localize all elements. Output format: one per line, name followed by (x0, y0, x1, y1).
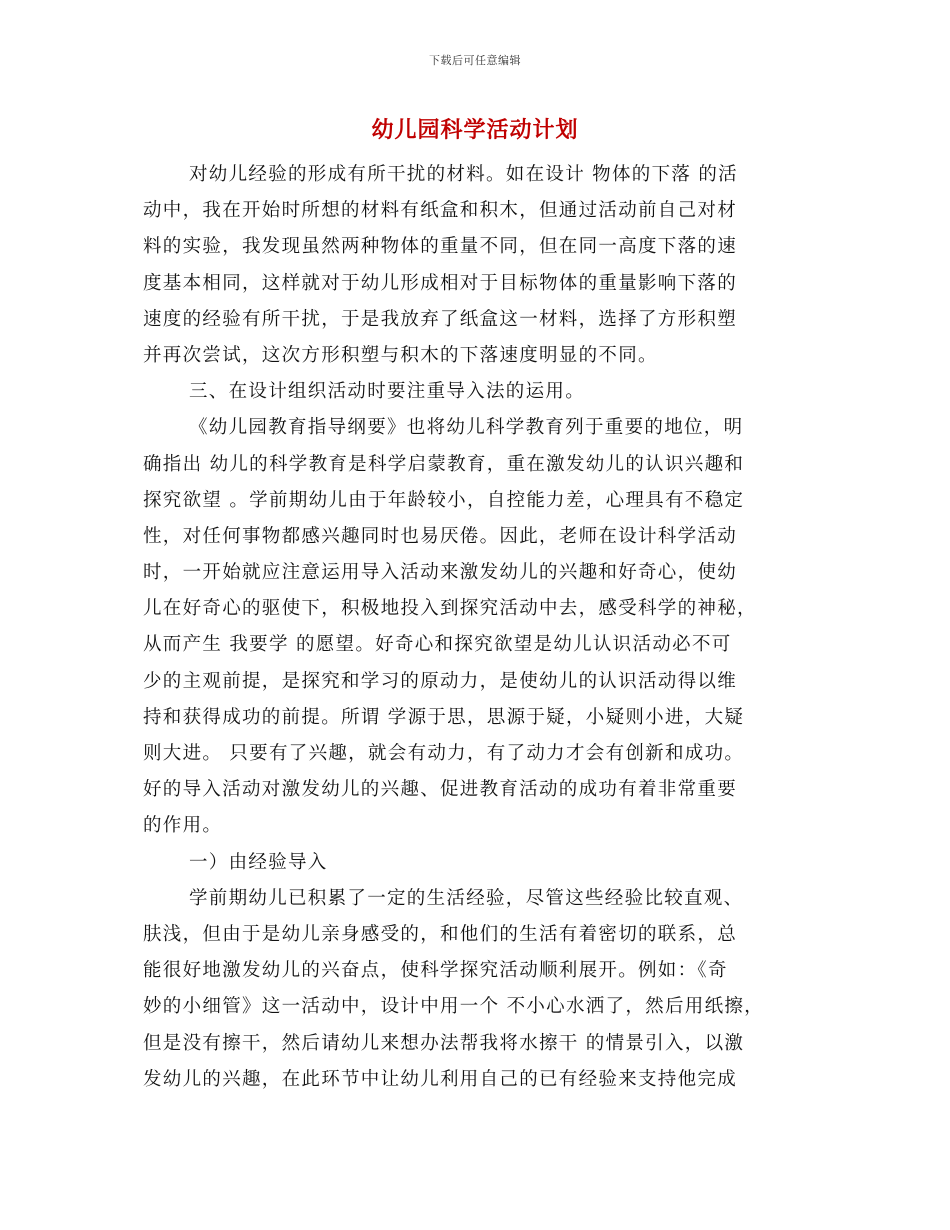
text-line: 学前期幼儿已积累了一定的生活经验，尽管这些经验比较直观、 (189, 887, 744, 909)
text-line: 三、在设计组织活动时要注重导入法的运用。 (189, 381, 586, 403)
text-line: 度基本相同，这样就对于幼儿形成相对于目标物体的重量影响下落的 (143, 272, 738, 294)
text-line: 从而产生 我要学 的愿望。好奇心和探究欲望是幼儿认识活动必不可 (143, 634, 732, 656)
text-line: 动中，我在开始时所想的材料有纸盒和积木，但通过活动前自己对材 (143, 200, 738, 222)
text-line: 妙的小细管》这一活动中，设计中用一个 不小心水洒了，然后用纸擦， (143, 996, 764, 1018)
text-line: 肤浅，但由于是幼儿亲身感受的，和他们的生活有着密切的联系，总 (143, 923, 738, 945)
document-title: 幼儿园科学活动计划 (371, 118, 579, 143)
text-line: 的作用。 (143, 815, 223, 837)
document-body (143, 157, 808, 1098)
text-line: 则大进。 只要有了兴趣，就会有动力，有了动力才会有创新和成功。 (143, 743, 745, 764)
text-line: 确指出 幼儿的科学教育是科学启蒙教育，重在激发幼儿的认识兴趣和 (143, 453, 745, 475)
text-line: 并再次尝试，这次方形积塑与积木的下落速度明显的不同。 (143, 344, 658, 366)
text-line: 时，一开始就应注意运用导入活动来激发幼儿的兴趣和好奇心，使幼 (143, 562, 738, 584)
text-line: 儿在好奇心的驱使下，积极地投入到探究活动中去，感受科学的神秘， (143, 598, 757, 620)
text-line: 速度的经验有所干扰，于是我放弃了纸盒这一材料，选择了方形积塑 (143, 308, 738, 330)
page-header-note: 下载后可任意编辑 (429, 54, 521, 67)
text-line: 持和获得成功的前提。所谓 学源于思，思源于疑，小疑则小进，大疑 (143, 706, 745, 728)
text-line: 《幼儿园教育指导纲要》也将幼儿科学教育列于重要的地位，明 (189, 417, 744, 439)
text-line: 好的导入活动对激发幼儿的兴趣、促进教育活动的成功有着非常重要 (143, 779, 738, 801)
text-line: 料的实验，我发现虽然两种物体的重量不同，但在同一高度下落的速 (143, 236, 738, 258)
text-line: 对幼儿经验的形成有所干扰的材料。如在设计 物体的下落 的活 (189, 164, 738, 185)
text-line: 探究欲望 。学前期幼儿由于年龄较小，自控能力差，心理具有不稳定 (143, 489, 745, 511)
text-line: 一）由经验导入 (189, 851, 328, 873)
text-line: 发幼儿的兴趣，在此环节中让幼儿利用自己的已有经验来支持他完成 (143, 1068, 738, 1090)
text-line: 少的主观前提，是探究和学习的原动力，是使幼儿的认识活动得以维 (143, 670, 738, 692)
text-line: 性，对任何事物都感兴趣同时也易厌倦。因此，老师在设计科学活动 (143, 525, 738, 547)
text-line: 但是没有擦干，然后请幼儿来想办法帮我将水擦干 的情景引入，以激 (143, 1032, 745, 1054)
text-line: 能很好地激发幼儿的兴奋点，使科学探究活动顺利展开。例如：《奇 (143, 960, 728, 982)
